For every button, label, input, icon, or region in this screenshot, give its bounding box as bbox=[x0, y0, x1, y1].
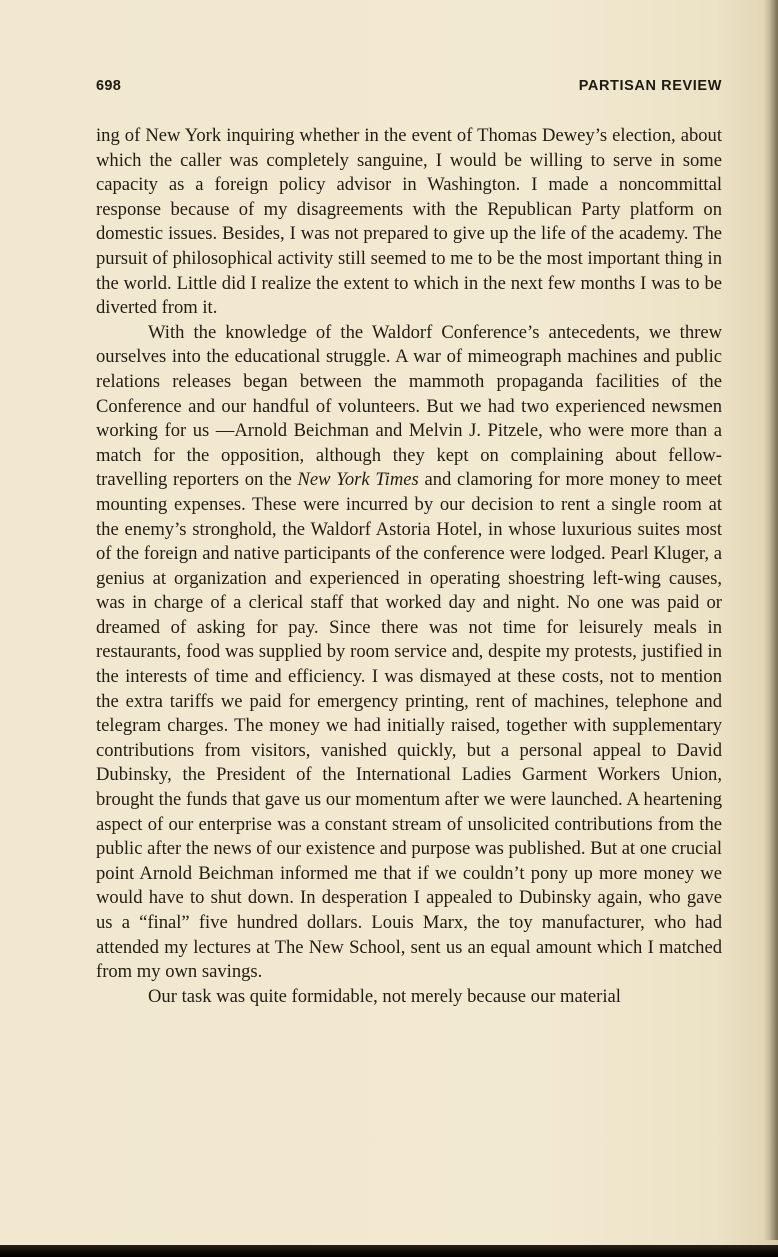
paragraph-text-part: With the knowledge of the Waldorf Conference’s antecedents, we threw ourselves into the educational struggle. A war of mimeograph machines and public relations releases began between the mammoth propaganda facilities of the Conference and our handful of volunteers. But we had two experienced newsmen working for us —Arnold Beichman and Melvin J. Pitzele, who were more than a match for the opposition, although they kept on complaining about fellow-travelling reporters on the bbox=[96, 321, 722, 491]
paragraph-continued: ing of New York inquiring whether in the event of Thomas Dewey’s election, about which the caller was completely sanguine, I would be willing to serve in some capacity as a foreign policy advisor in Washington. I made a noncommittal response because of my disagreements with the Republican Party platform on domestic issues. Besides, I was not prepared to give up the life of the academy. The pursuit of philosophical activity still seemed to me to be the most important thing in the world. Little did I realize the extent to which in the next few months I was to be diverted from it. bbox=[96, 125, 722, 319]
paragraph-waldorf-conference bbox=[96, 321, 722, 985]
page-number: 698 bbox=[96, 78, 122, 94]
paragraph-text-part: and clamoring for more money to meet mounting expenses. These were incurred by our decision to rent a single room at the enemy’s stronghold, the Waldorf Astoria Hotel, in whose luxurious suites most of the foreign and native participants of the conference were lodged. Pearl Kluger, a genius at organization and experienced in operating shoestring left-wing causes, was in charge of a clerical staff that worked day and night. No one was paid or dreamed of asking for pay. Since there was not time for leisurely meals in restaurants, food was supplied by room service and, despite my protests, justified in the interests of time and efficiency. I was dismayed at these costs, not to mention the extra tariffs we paid for emergency printing, rent of machines, telephone and telegram charges. The money we had initially raised, together with supplementary contributions from visitors, vanished quickly, but a personal appeal to David Dubinsky, the President of the International Ladies Garment Workers Union, brought the funds that gave us our momentum after we were launched. A heartening aspect of our enterprise was a constant stream of unsolicited contributions from the public after the news of our existence and purpose was published. But at one crucial point Arnold Beichman informed me that if we couldn’t pony up more money we would have to shut down. In desperation I appealed to Dubinsky again, who gave us a “final” five hundred dollars. Louis Marx, the toy manufacturer, who had attended my lectures at The New School, sent us an equal amount which I matched from my own savings. bbox=[96, 469, 723, 983]
page-bottom-edge bbox=[0, 1245, 778, 1257]
page-header bbox=[96, 78, 722, 100]
body-text bbox=[96, 124, 722, 1009]
newspaper-title: New York Times bbox=[297, 469, 419, 491]
running-head: PARTISAN REVIEW bbox=[578, 78, 722, 94]
paragraph-task-formidable: Our task was quite formidable, not merely because our material bbox=[148, 985, 621, 1007]
spine-shadow bbox=[764, 0, 778, 1240]
